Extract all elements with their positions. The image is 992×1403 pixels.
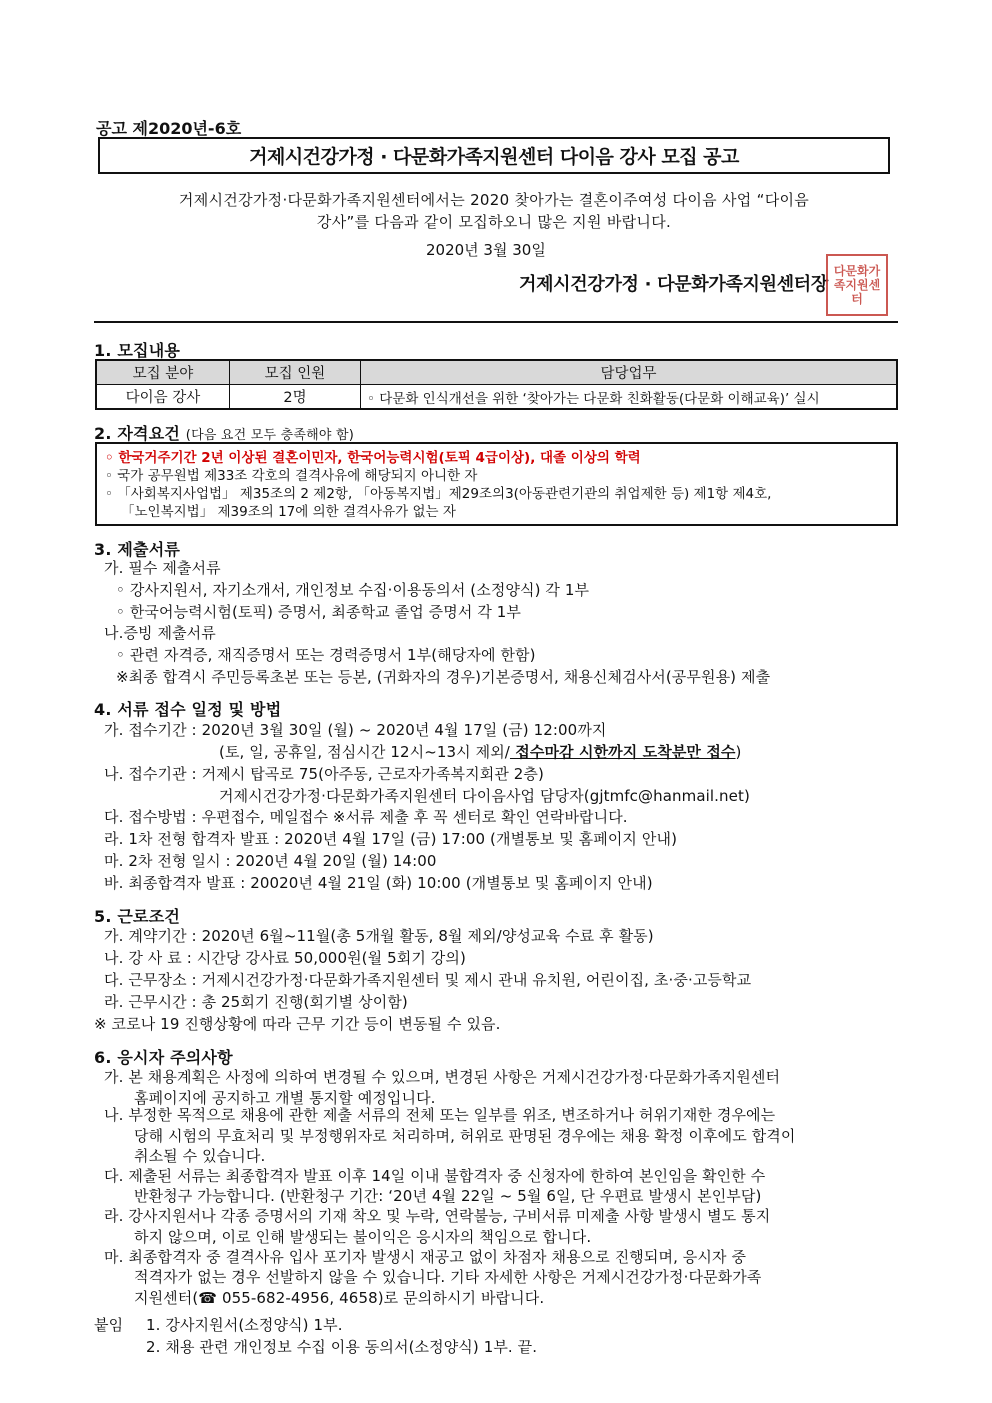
s6-line-7: 반환청구 가능합니다. (반환청구 기간: ‘20년 4월 22일 ~ 5월 6일, 단 우편료 발생시 본인부담) [134,1187,762,1205]
attachment-1: 1. 강사지원서(소정양식) 1부. [146,1316,343,1334]
s5-line-4: 라. 근무시간 : 총 25회기 진행(회기별 상이함) [104,993,408,1011]
s4-line-2 [219,741,741,762]
notice-number: 공고 제2020년-6호 [96,119,242,138]
s3-line-2: ◦ 강사지원서, 자기소개서, 개인정보 수집·이용동의서 (소정양식) 각 1부 [116,581,590,599]
section-2-note: (다음 요건 모두 충족해야 함) [185,428,355,443]
section-5-title: 5. 근로조건 [94,907,181,926]
col-header-field: 모집 분야 [96,360,230,385]
s5-line-2: 나. 강 사 료 : 시간당 강사료 50,000원(월 5회기 강의) [104,949,466,967]
s6-line-11: 적격자가 없는 경우 선발하지 않을 수 있습니다. 기타 자세한 사항은 거제시건강가정·다문화가족 [134,1268,762,1286]
s4-line-8: 바. 최종합격자 발표 : 20020년 4월 21일 (화) 10:00 (개별통보 및 홈페이지 안내) [104,874,653,892]
s3-line-5: ◦ 관련 자격증, 재직증명서 또는 경력증명서 1부(해당자에 한함) [116,646,536,664]
section-2-label: 2. 자격요건 [94,424,181,443]
notice-title: 거제시건강가정 · 다문화가족지원센터 다이음 강사 모집 공고 [98,137,890,174]
s4-line-1: 가. 접수기간 : 2020년 3월 30일 (월) ~ 2020년 4월 17일 (금) 12:00까지 [104,721,607,739]
col-header-count: 모집 인원 [230,360,361,385]
s6-line-2: 홈페이지에 공지하고 개별 통지할 예정입니다. [134,1089,436,1107]
section-4-title: 4. 서류 접수 일정 및 방법 [94,700,282,719]
recruit-table [95,359,898,410]
s5-line-1: 가. 계약기간 : 2020년 6월~11월(총 5개월 활동, 8월 제외/양성교육 수료 후 활동) [104,927,654,945]
cell-field: 다이음 강사 [96,385,230,410]
s6-line-1: 가. 본 채용계획은 사정에 의하여 변경될 수 있으며, 변경된 사항은 거제시건강가정·다문화가족지원센터 [104,1068,781,1086]
s4-line-7: 마. 2차 전형 일시 : 2020년 4월 20일 (월) 14:00 [104,852,437,870]
official-seal: 다문화가족지원센터 [826,254,888,316]
qual-item-1: ◦ 한국거주기간 2년 이상된 결혼이민자, 한국어능력시험(토픽 4급이상), 대졸 이상의 학력 [105,450,641,466]
issuer-name: 거제시건강가정 · 다문화가족지원센터장 [519,274,828,295]
s4-line-4: 거제시건강가정·다문화가족지원센터 다이음사업 담당자(gjtmfc@hanmail.net) [219,787,750,805]
qual-item-2: ◦ 국가 공무원법 제33조 각호의 결격사유에 해당되지 아니한 자 [105,468,478,484]
intro-line-2: 강사”를 다음과 같이 모집하오니 많은 지원 바랍니다. [316,213,672,231]
qual-item-3: ◦ 「사회복지사업법」 제35조의 2 제2항, 「아동복지법」제29조의3(아동관련기관의 취업제한 등) 제1항 제4호, [105,486,772,502]
col-header-duty: 담당업무 [361,360,898,385]
s4-line-5: 다. 접수방법 : 우편접수, 메일접수 ※서류 제출 후 꼭 센터로 확인 연락바랍니다. [104,808,628,826]
s6-line-9: 하지 않으며, 이로 인해 발생되는 불이익은 응시자의 책임으로 합니다. [134,1228,592,1246]
section-6-title: 6. 응시자 주의사항 [94,1048,233,1067]
section-2-title [94,421,354,444]
s6-line-12: 지원센터(☎ 055-682-4956, 4658)로 문의하시기 바랍니다. [134,1289,545,1307]
s6-line-6: 다. 제출된 서류는 최종합격자 발표 이후 14일 이내 불합격자 중 신청자에 한하여 본인임을 확인한 수 [104,1167,766,1185]
s6-line-3: 나. 부정한 목적으로 채용에 관한 제출 서류의 전체 또는 일부를 위조, 변조하거나 허위기재한 경우에는 [104,1106,776,1124]
qualification-box [95,442,898,526]
notice-date: 2020년 3월 30일 [426,241,546,259]
s6-line-4: 당해 시험의 무효처리 및 부정행위자로 처리하며, 허위로 판명된 경우에는 채용 확정 이후에도 합격이 [134,1127,796,1145]
s4-line-2-deadline: 접수마감 시한까지 도착분만 접수 [509,743,736,761]
s4-line-2c: ) [735,743,742,761]
s6-line-5: 취소될 수 있습니다. [134,1147,266,1165]
attachment-2: 2. 채용 관련 개인정보 수집 이용 동의서(소정양식) 1부. 끝. [146,1338,538,1356]
s6-line-10: 마. 최종합격자 중 결격사유 입사 포기자 발생시 재공고 없이 차점자 채용으로 진행되며, 응시자 중 [104,1248,747,1266]
s5-line-3: 다. 근무장소 : 거제시건강가정·다문화가족지원센터 및 제시 관내 유치원, 어린이집, 초·중·고등학교 [104,971,752,989]
section-3-title: 3. 제출서류 [94,540,181,559]
section-1-title: 1. 모집내용 [94,341,181,360]
s4-line-3: 나. 접수기관 : 거제시 탑곡로 75(아주동, 근로자가족복지회관 2층) [104,765,544,783]
s6-line-8: 라. 강사지원서나 각종 증명서의 기재 착오 및 누락, 연락불능, 구비서류 미제출 사항 발생시 별도 통지 [104,1207,771,1225]
s3-line-1: 가. 필수 제출서류 [104,559,221,577]
s4-line-2a: (토, 일, 공휴일, 점심시간 12시~13시 제외/ [219,743,510,761]
s5-line-5: ※ 코로나 19 진행상황에 따라 근무 기간 등이 변동될 수 있음. [94,1015,501,1033]
intro-line-1: 거제시건강가정·다문화가족지원센터에서는 2020 찾아가는 결혼이주여성 다이음 사업 “다이음 [178,191,810,209]
qual-item-3-cont: 「노인복지법」 제39조의 17에 의한 결격사유가 없는 자 [121,504,456,520]
cell-count: 2명 [230,385,361,410]
s3-line-3: ◦ 한국어능력시험(토픽) 증명서, 최종학교 졸업 증명서 각 1부 [116,603,522,621]
attachment-label: 붙임 [94,1316,124,1334]
s4-line-6: 라. 1차 전형 합격자 발표 : 2020년 4월 17일 (금) 17:00 (개별통보 및 홈페이지 안내) [104,830,678,848]
divider [94,321,898,323]
s3-line-4: 나.증빙 제출서류 [104,624,216,642]
s3-line-6: ※최종 합격시 주민등록초본 또는 등본, (귀화자의 경우)기본증명서, 채용신체검사서(공무원용) 제출 [116,668,771,686]
cell-duty: ◦ 다문화 인식개선을 위한 ‘찾아가는 다문화 친화활동(다문화 이해교육)’ 실시 [361,385,898,410]
